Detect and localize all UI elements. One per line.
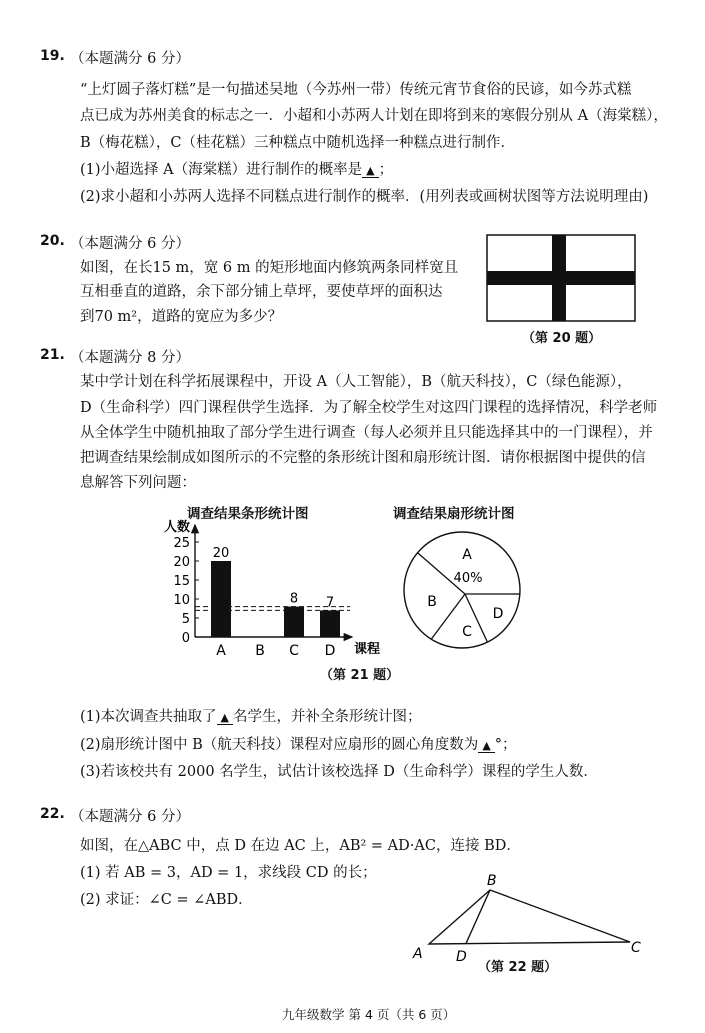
pie-slices: [404, 532, 520, 648]
pie-chart-title: 调查结果扇形统计图: [393, 506, 515, 522]
page-footer: 九年级数学 第 4 页（共 6 页）: [282, 1007, 456, 1022]
q21-line2: D（生命科学）四门课程供学生选择．为了解全校学生对这四门课程的选择情况，科学老师: [80, 400, 658, 416]
q19-part1-end: ；: [378, 162, 394, 178]
triangle-abc: [429, 890, 630, 944]
q19-line3: B（梅花糕），C（桂花糕）三种糕点中随机选择一种糕点进行制作．: [80, 135, 515, 151]
q21-caption: （第 21 题）: [320, 668, 400, 683]
q21-part2-end: °；: [494, 737, 517, 753]
q21-part2-text: (2)扇形统计图中 B（航天科技）课程对应扇形的圆心角度数为: [80, 737, 479, 753]
label-a: A: [413, 946, 423, 962]
q19-part1: [80, 158, 393, 179]
bar-value-label: 8: [289, 591, 299, 607]
bar-category-label: A: [216, 643, 226, 659]
q21-part3: (3)若该校共有 2000 名学生，试估计该校选择 D（生命科学）课程的学生人数．: [80, 764, 598, 780]
bar-value-label: 20: [212, 546, 230, 561]
q22-triangle-figure: [405, 870, 655, 965]
q20-caption: （第 20 题）: [522, 331, 602, 346]
label-b: B: [487, 873, 497, 889]
q21-part2: [80, 733, 517, 754]
q19-line1: “上灯圆子落灯糕”是一句描述吴地（今苏州一带）传统元宵节食俗的民谚，如今苏式糕: [80, 82, 632, 98]
bar-chart: [160, 515, 380, 665]
bar-xlabel: 课程: [354, 642, 380, 657]
pie-label-a: A: [462, 547, 472, 563]
bar-ytick-label: 10: [173, 593, 190, 608]
q19-score: （本题满分 6 分）: [70, 51, 190, 67]
bar-a: [211, 561, 231, 637]
bar-category-label: C: [289, 643, 299, 659]
q20-figure: [486, 234, 636, 324]
pie-chart: [402, 521, 532, 661]
q21-line1: 某中学计划在科学拓展课程中，开设 A（人工智能），B（航天科技），C（绿色能源），: [80, 374, 632, 390]
pie-percent-a: 40%: [453, 571, 483, 586]
label-d: D: [456, 949, 467, 965]
q22-line1: 如图，在△ABC 中，点 D 在边 AC 上，AB² = AD·AC，连接 BD．: [80, 838, 521, 854]
q20-line2: 互相垂直的道路，余下部分铺上草坪，要使草坪的面积达: [80, 284, 443, 300]
q21-number: 21.: [40, 347, 65, 363]
bar-ytick-label: 5: [181, 612, 190, 627]
q22-caption: （第 22 题）: [478, 960, 558, 975]
q21-part1-end: 名学生，并补全条形统计图；: [233, 709, 422, 725]
q19-part2: (2)求小超和小苏两人选择不同糕点进行制作的概率．(用列表或画树状图等方法说明理由): [80, 189, 649, 205]
segment-bd: [466, 890, 490, 944]
q21-part1: [80, 705, 422, 726]
bar-ytick-label: 25: [173, 536, 190, 551]
bar-value-label: 7: [325, 595, 335, 611]
q22-score: （本题满分 6 分）: [70, 809, 190, 825]
q20-line1: 如图，在长15 m，宽 6 m 的矩形地面内修筑两条同样宽且: [80, 260, 459, 276]
q21-part1-blank[interactable]: ▲: [217, 711, 233, 725]
q21-line5: 息解答下列问题：: [80, 475, 196, 491]
bar-category-label: D: [324, 643, 336, 659]
q19-answer-blank[interactable]: ▲: [362, 164, 378, 178]
q21-line4: 把调查结果绘制成如图所示的不完整的条形统计图和扇形统计图．请你根据图中提供的信: [80, 450, 646, 466]
q22-number: 22.: [40, 806, 65, 822]
q22-part1: (1) 若 AB = 3，AD = 1，求线段 CD 的长；: [80, 865, 377, 881]
q19-number: 19.: [40, 48, 65, 64]
q20-number: 20.: [40, 233, 65, 249]
pie-label-c: C: [462, 624, 472, 640]
q22-part2: (2) 求证：∠C = ∠ABD．: [80, 892, 253, 908]
q21-part1-text: (1)本次调查共抽取了: [80, 709, 217, 725]
label-c: C: [631, 940, 641, 956]
bar-c: [284, 607, 304, 637]
bar-chart-title: 调查结果条形统计图: [187, 506, 309, 522]
q21-line3: 从全体学生中随机抽取了部分学生进行调查（每人必须并且只能选择其中的一门课程），并: [80, 425, 653, 441]
q21-score: （本题满分 8 分）: [70, 350, 190, 366]
q20-score: （本题满分 6 分）: [70, 236, 190, 252]
bar-ylabel: 人数: [164, 520, 191, 535]
pie-label-d: D: [492, 606, 504, 622]
q20-line3: 到70 m²，道路的宽应为多少？: [80, 309, 283, 325]
q19-part1-text: (1)小超选择 A（海棠糕）进行制作的概率是: [80, 162, 363, 178]
bar-bars: [195, 546, 350, 659]
bar-ytick-label: 20: [173, 555, 190, 570]
bar-ytick-label: 15: [173, 574, 190, 589]
bar-ytick-label: 0: [181, 631, 190, 646]
bar-d: [320, 610, 340, 637]
pie-label-b: B: [427, 594, 437, 610]
q19-line2: 点已成为苏州美食的标志之一．小超和小苏两人计划在即将到来的寒假分别从 A（海棠糕），: [80, 108, 668, 124]
q21-part2-blank[interactable]: ▲: [478, 739, 494, 753]
q20-horizontal-road: [487, 271, 635, 285]
bar-category-label: B: [255, 643, 265, 659]
